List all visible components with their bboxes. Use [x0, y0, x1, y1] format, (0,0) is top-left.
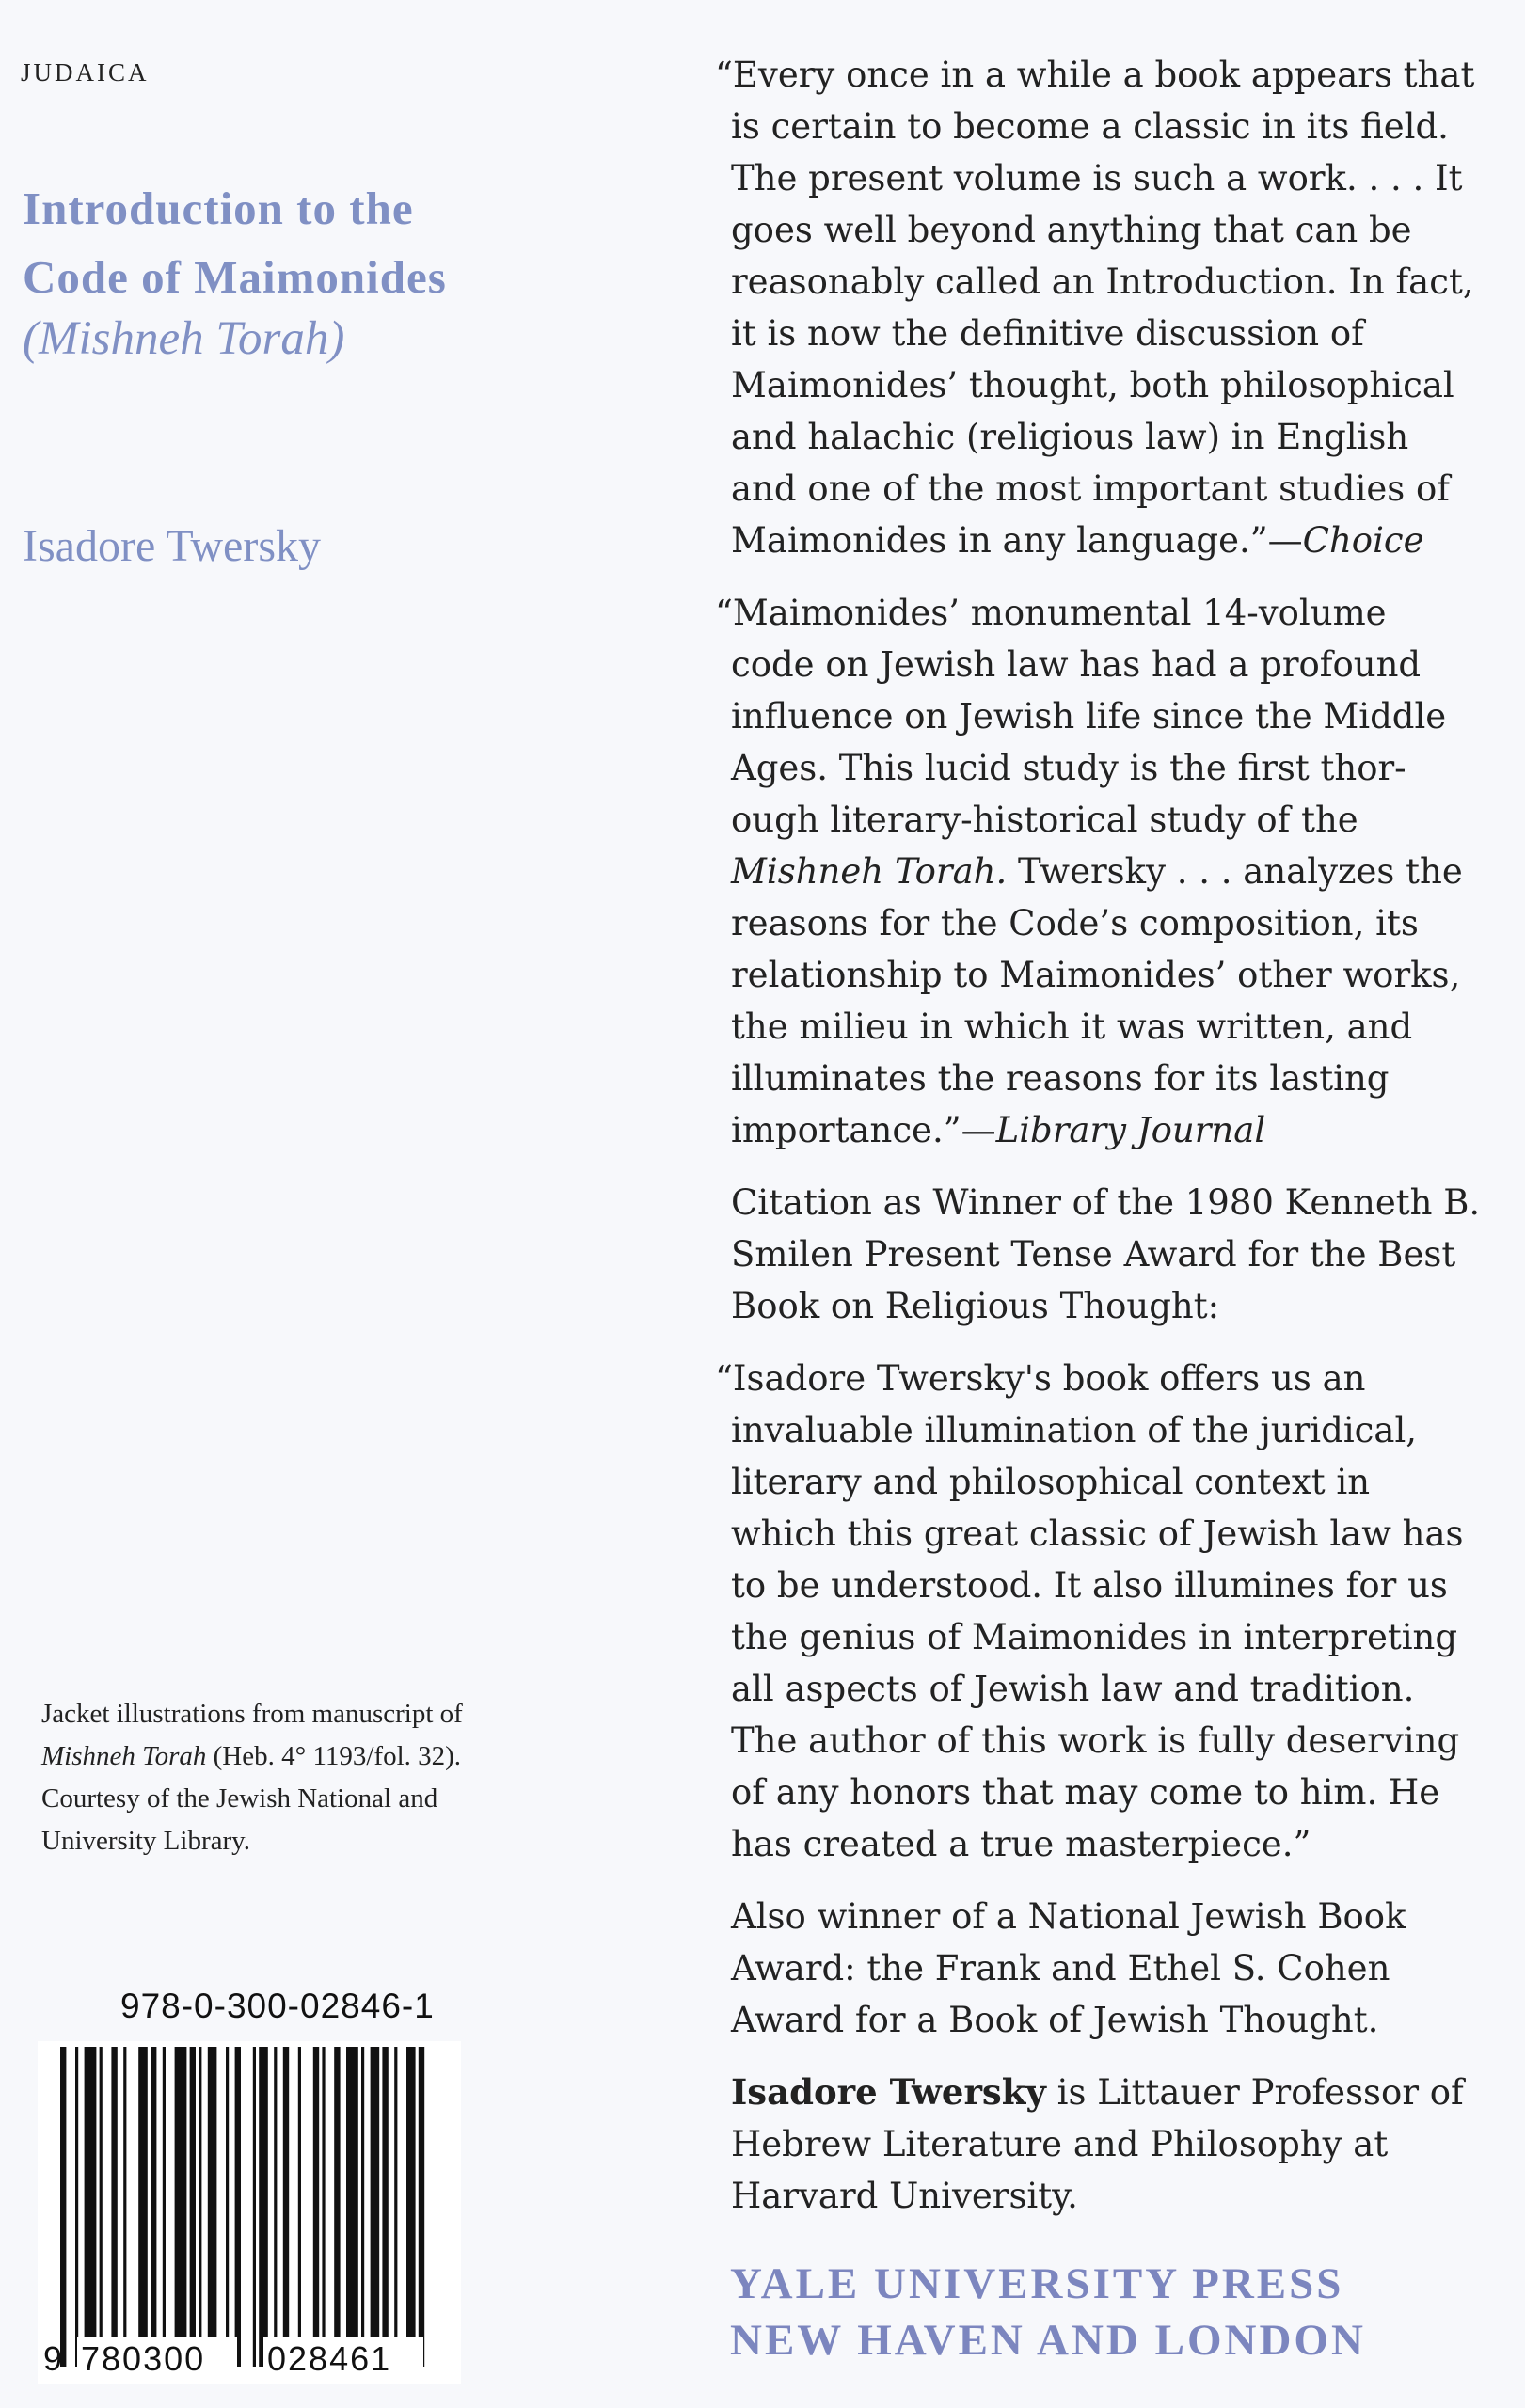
credit-line	[41, 1735, 606, 1778]
barcode-bar	[111, 2047, 117, 2367]
review-line: it is now the definitive discussion of	[731, 313, 1364, 354]
review-line: code on Jewish law has had a profound	[731, 644, 1422, 685]
barcode-bar	[419, 2047, 424, 2367]
barcode-bar	[322, 2047, 325, 2367]
credit-ref: (Heb. 4° 1193/fol. 32).	[206, 1741, 462, 1771]
review-line: The present volume is such a work. . . . It	[731, 158, 1463, 198]
bio-author-name: Isadore Twersky	[731, 2071, 1046, 2113]
publisher-location: NEW HAVEN AND LONDON	[730, 2316, 1366, 2365]
quote-line: all aspects of Jewish law and tradition.	[731, 1669, 1415, 1709]
quote-line: “Isadore Twersky's book offers us an	[715, 1358, 1366, 1399]
barcode-bar	[382, 2047, 388, 2367]
barcode-bar	[100, 2047, 103, 2367]
title-line-2: Code of Maimonides	[23, 251, 447, 303]
citation-quote	[715, 1353, 1486, 1870]
quote-line: invaluable illumination of the juridical,	[731, 1410, 1418, 1450]
review-line: Maimonides’ thought, both philosophical	[731, 365, 1454, 405]
review-line: and one of the most important studies of	[731, 468, 1450, 509]
barcode-bar	[371, 2047, 380, 2367]
barcode-bar	[123, 2047, 126, 2367]
credit-line: Courtesy of the Jewish National and	[41, 1783, 438, 1814]
barcode-bar	[259, 2047, 268, 2367]
quote-line: The author of this work is fully deserving	[731, 1720, 1460, 1761]
review-line: “Maimonides’ monumental 14-volume	[715, 593, 1387, 633]
barcode-bar	[235, 2047, 241, 2367]
barcode-digit-lead: 9	[43, 2339, 63, 2378]
citation-line: Book on Religious Thought:	[731, 1286, 1220, 1326]
review-line: influence on Jewish life since the Middle	[731, 696, 1447, 737]
review-line: illuminates the reasons for its lasting	[731, 1058, 1390, 1099]
award-line: Award: the Frank and Ethel S. Cohen	[731, 1948, 1390, 1988]
barcode-bar	[361, 2047, 364, 2367]
bio-line: Harvard University.	[731, 2176, 1078, 2216]
citation-line: Smilen Present Tense Award for the Best	[731, 1234, 1456, 1275]
barcode	[38, 2041, 461, 2384]
barcode-bar	[298, 2047, 301, 2367]
award-citation	[715, 1177, 1486, 1332]
quote-line: has created a true masterpiece.”	[731, 1824, 1311, 1864]
title-line-1: Introduction to the	[23, 182, 414, 234]
author-bio	[715, 2067, 1486, 2222]
quote-line: literary and philosophical context in	[731, 1462, 1371, 1502]
review-library-journal	[715, 587, 1486, 1156]
jacket-credit	[41, 1693, 606, 1862]
credit-work-title: Mishneh Torah	[41, 1741, 207, 1771]
book-subtitle: (Mishneh Torah)	[23, 312, 345, 365]
award-line: Award for a Book of Jewish Thought.	[731, 2000, 1379, 2040]
barcode-bar	[283, 2047, 289, 2367]
review-line	[715, 1104, 1486, 1156]
review-source: Choice	[1302, 520, 1424, 561]
review-text: Twersky . . . analyzes the	[1007, 851, 1463, 892]
barcode-bar	[199, 2047, 201, 2367]
barcode-bar	[274, 2047, 277, 2367]
quote-line: of any honors that may come to him. He	[731, 1772, 1440, 1813]
book-title	[23, 174, 587, 311]
barcode-bar	[334, 2047, 340, 2367]
review-choice	[715, 49, 1486, 566]
quote-line: to be understood. It also illumines for us	[731, 1565, 1448, 1606]
credit-line: Jacket illustrations from manuscript of	[41, 1699, 463, 1729]
bio-text: is Littauer Professor of	[1045, 2072, 1464, 2113]
barcode-bar	[190, 2047, 196, 2367]
review-line: ough literary-historical study of the	[731, 800, 1358, 840]
credit-line: University Library.	[41, 1826, 251, 1856]
barcode-bar	[85, 2047, 97, 2367]
citation-line: Citation as Winner of the 1980 Kenneth B.	[731, 1182, 1481, 1223]
barcode-bar	[406, 2047, 416, 2367]
quote-line: the genius of Maimonides in interpreting	[731, 1617, 1458, 1657]
author-name: Isadore Twersky	[23, 521, 321, 571]
barcode-bar	[163, 2047, 166, 2367]
review-line: goes well beyond anything that can be	[731, 210, 1412, 250]
barcode-bar	[60, 2047, 66, 2367]
review-line: reasons for the Code’s composition, its	[731, 903, 1419, 943]
barcode-digits-right: 028461	[267, 2339, 392, 2378]
review-line: reasonably called an Introduction. In fact,	[731, 261, 1474, 302]
barcode-bar	[394, 2047, 397, 2367]
quote-line: which this great classic of Jewish law has	[731, 1513, 1464, 1554]
isbn-number: 978-0-300-02846-1	[120, 1987, 435, 2025]
review-line: is certain to become a classic in its field.	[731, 106, 1449, 147]
barcode-digits-left: 780300	[81, 2339, 206, 2378]
review-text: importance.”—	[731, 1110, 996, 1150]
review-line: “Every once in a while a book appears that	[715, 55, 1475, 95]
publisher-imprint	[730, 2256, 1366, 2368]
publisher-name: YALE UNIVERSITY PRESS	[730, 2259, 1344, 2308]
bio-line: Hebrew Literature and Philosophy at	[731, 2124, 1389, 2164]
back-cover-text	[715, 49, 1486, 2222]
review-line	[715, 515, 1486, 566]
barcode-bar	[75, 2047, 78, 2367]
barcode-bar	[226, 2047, 229, 2367]
barcode-bar	[346, 2047, 358, 2367]
review-line: the milieu in which it was written, and	[731, 1006, 1413, 1047]
barcode-bar	[208, 2047, 217, 2367]
review-line: Ages. This lucid study is the first thor-	[731, 748, 1406, 788]
category-label: JUDAICA	[21, 58, 150, 87]
barcode-bar	[175, 2047, 187, 2367]
barcode-bar	[253, 2047, 256, 2367]
review-line: and halachic (religious law) in English	[731, 417, 1409, 457]
review-work-title: Mishneh Torah.	[731, 851, 1008, 892]
review-source: Library Journal	[995, 1110, 1266, 1150]
review-line: relationship to Maimonides’ other works,	[731, 955, 1461, 995]
additional-award	[715, 1891, 1486, 2046]
barcode-bar	[151, 2047, 156, 2367]
barcode-bar	[313, 2047, 319, 2367]
barcode-bar	[138, 2047, 148, 2367]
review-text: Maimonides in any language.”—	[731, 520, 1303, 561]
award-line: Also winner of a National Jewish Book	[731, 1896, 1406, 1937]
bio-line	[715, 2067, 1486, 2118]
review-line	[715, 846, 1486, 897]
